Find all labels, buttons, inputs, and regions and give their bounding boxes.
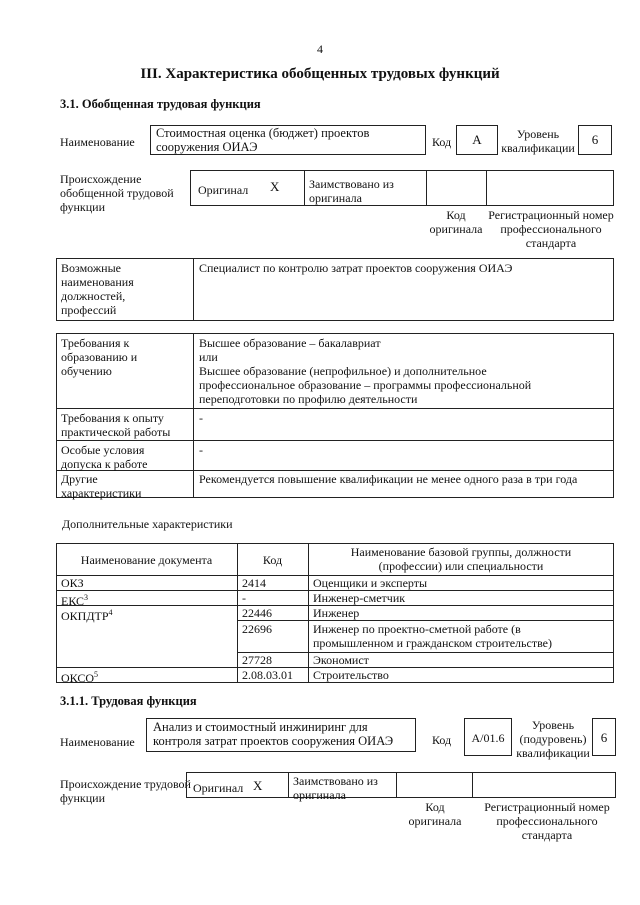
- table-row-name: Инженер по проектно-сметной работе (в промышленном и гражданском строительстве): [313, 622, 552, 650]
- gtf-name-label: Наименование: [60, 135, 135, 149]
- tf-code-label: Код: [432, 733, 452, 747]
- table-row-code: 27728: [242, 653, 272, 667]
- gtf-original-label: Оригинал: [198, 183, 249, 197]
- req-conditions-label: Особые условия допуска к работе: [61, 443, 148, 471]
- gtf-level-value: 6: [591, 132, 599, 147]
- req-conditions-value: -: [199, 443, 203, 457]
- table-row-doc: ЕКС$^3$: [61, 593, 89, 608]
- tf-heading: 3.1.1. Трудовая функция: [60, 694, 197, 708]
- gtf-level-label: Уровень квалификации: [501, 127, 575, 155]
- section-title: III. Характеристика обобщенных трудовых функций: [140, 66, 500, 82]
- gtf-origin-code-caption: Код оригинала: [429, 208, 483, 236]
- table-row-name: Инженер: [313, 606, 360, 620]
- positions-label: Возможные наименования должностей, профессий: [61, 261, 134, 317]
- table-row-code: 22446: [242, 606, 272, 620]
- tf-name-value: Анализ и стоимостный инжиниринг для контроля затрат проектов сооружения ОИАЭ: [153, 720, 394, 748]
- tf-level-value: 6: [600, 730, 608, 745]
- req-other-label: Другие характеристики: [61, 472, 142, 500]
- table-row-doc: ОКСО$^5$: [61, 670, 99, 685]
- table-row-name: Экономист: [313, 653, 369, 667]
- gtf-code-label: Код: [432, 135, 452, 149]
- tf-origin-box: [186, 772, 616, 798]
- tf-name-label: Наименование: [60, 735, 135, 749]
- req-experience-label: Требования к опыту практической работы: [61, 411, 171, 439]
- table-row-name: Оценщики и эксперты: [313, 576, 428, 590]
- additional-title: Дополнительные характеристики: [62, 517, 233, 531]
- tf-origin-code-caption: Код оригинала: [408, 800, 462, 828]
- gtf-borrowed-label: Заимствовано из оригинала: [309, 177, 394, 205]
- positions-value: Специалист по контролю затрат проектов сооружения ОИАЭ: [199, 261, 513, 275]
- table-row-doc: ОКЗ: [61, 576, 84, 590]
- req-experience-value: -: [199, 411, 203, 425]
- tf-original-label: Оригинал: [193, 781, 244, 795]
- gtf-heading: 3.1. Обобщенная трудовая функция: [60, 97, 261, 111]
- req-education-value: Высшее образование – бакалавриат или Высшее образование (непрофильное) и дополнительное профессиональное образование – программы профессиональной переподготовки по профилю деятельности: [199, 336, 532, 406]
- table-row-name: Инженер-сметчик: [313, 591, 406, 605]
- gtf-original-mark: X: [270, 179, 280, 194]
- tf-original-mark: X: [253, 778, 263, 793]
- tf-code-value: A/01.6: [471, 731, 505, 745]
- table-row-name: Строительство: [313, 668, 389, 682]
- gtf-code-value: А: [472, 132, 482, 147]
- additional-header-name: Наименование базовой группы, должности (профессии) или специальности: [350, 545, 572, 573]
- additional-header-doc: Наименование документа: [80, 553, 213, 567]
- tf-reg-number-caption: Регистрационный номер профессионального стандарта: [484, 800, 610, 842]
- table-row-code: -: [242, 591, 246, 605]
- additional-header-code: Код: [262, 553, 283, 567]
- gtf-origin-box: [190, 170, 614, 206]
- table-row-code: 2.08.03.01: [242, 668, 293, 682]
- tf-level-label: Уровень (подуровень) квалификации: [516, 718, 590, 760]
- page-number: 4: [317, 42, 323, 56]
- gtf-name-value: Стоимостная оценка (бюджет) проектов сооружения ОИАЭ: [156, 126, 370, 154]
- gtf-reg-number-caption: Регистрационный номер профессионального стандарта: [488, 208, 614, 250]
- table-row-doc: ОКПДТР$^4$: [61, 608, 113, 623]
- table-row-code: 2414: [242, 576, 266, 590]
- req-education-label: Требования к образованию и обучению: [61, 336, 138, 378]
- tf-origin-label: Происхождение трудовой функции: [60, 777, 191, 805]
- req-other-value: Рекомендуется повышение квалификации не менее одного раза в три года: [199, 472, 578, 486]
- gtf-origin-label: Происхождение обобщенной трудовой функции: [60, 172, 174, 214]
- tf-borrowed-label: Заимствовано из оригинала: [293, 774, 378, 802]
- table-row-code: 22696: [242, 622, 272, 636]
